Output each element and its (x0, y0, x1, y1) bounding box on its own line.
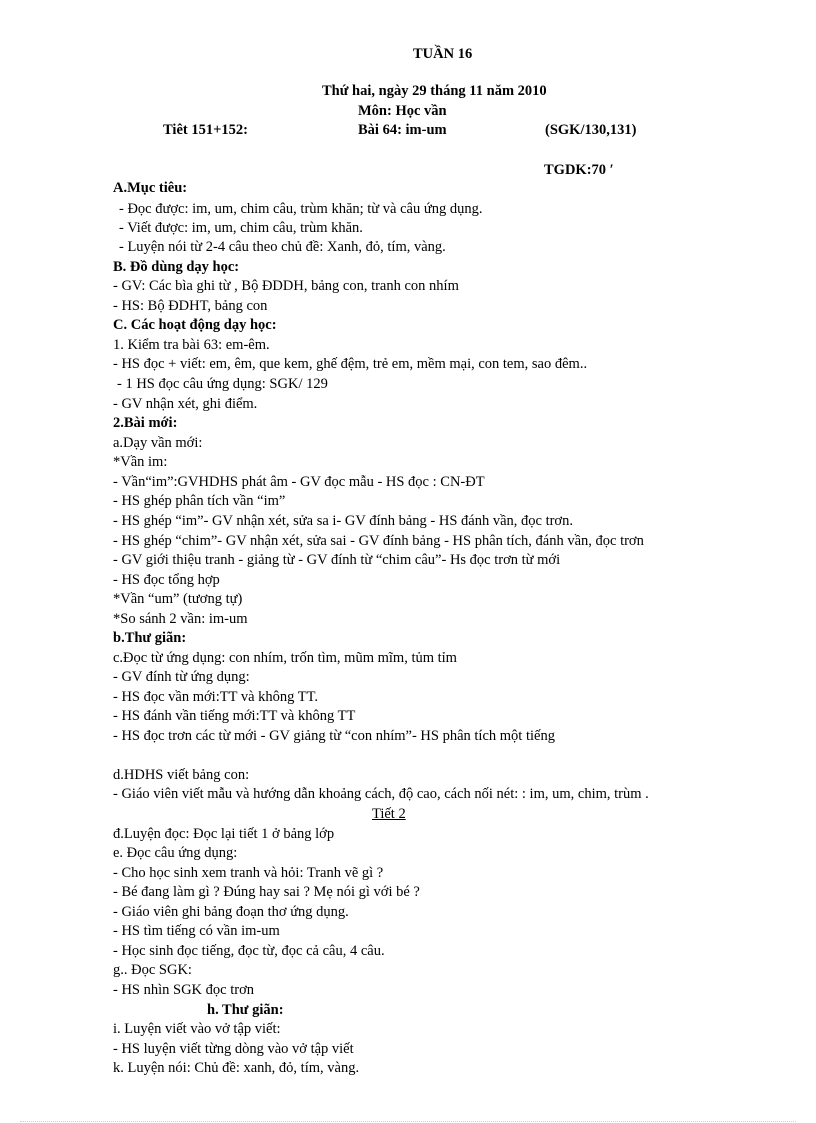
section-heading: A.Mục tiêu: (113, 180, 188, 196)
section-heading: B. Đồ dùng dạy học: (113, 259, 240, 275)
text-line: - Luyện nói từ 2-4 câu theo chủ đề: Xanh, đỏ, tím, vàng. (119, 239, 446, 255)
text-line: - Vần“im”:GVHDHS phát âm - GV đọc mẫu - HS đọc : CN-ĐT (113, 474, 485, 490)
text-line: g.. Đọc SGK: (113, 962, 192, 978)
text-line: - Cho học sinh xem tranh và hỏi: Tranh vẽ gì ? (113, 865, 384, 881)
text-line: a.Dạy vần mới: (113, 435, 203, 451)
text-line: 1. Kiểm tra bài 63: em-êm. (113, 337, 270, 353)
section-heading: h. Thư giãn: (207, 1002, 284, 1018)
text-line: - HS đánh vần tiếng mới:TT và không TT (113, 708, 356, 724)
text-line: *So sánh 2 vần: im-um (113, 611, 248, 627)
text-line: - GV nhận xét, ghi điểm. (113, 396, 258, 412)
text-line: - HS: Bộ ĐDHT, bảng con (113, 298, 268, 314)
text-line: - Giáo viên viết mẫu và hướng dẫn khoảng cách, độ cao, cách nối nét: : im, um, chim, trùm . (113, 786, 649, 802)
lesson-title: Bài 64: im-um (358, 122, 447, 138)
text-line: i. Luyện viết vào vở tập viết: (113, 1021, 281, 1037)
text-line: - HS luyện viết từng dòng vào vở tập viết (113, 1041, 354, 1057)
text-line: - HS đọc vần mới:TT và không TT. (113, 689, 319, 705)
text-line: - Bé đang làm gì ? Đúng hay sai ? Mẹ nói gì với bé ? (113, 884, 420, 900)
text-line: *Vần “um” (tương tự) (113, 591, 243, 607)
text-line: - HS đọc trơn các từ mới - GV giảng từ “con nhím”- HS phân tích một tiếng (113, 728, 555, 744)
date-line: Thứ hai, ngày 29 tháng 11 năm 2010 (322, 83, 547, 99)
period-label: Tiêt 151+152: (163, 122, 248, 138)
week-title: TUẦN 16 (413, 46, 473, 62)
text-line: *Vần im: (113, 454, 168, 470)
text-line: - HS đọc tổng hợp (113, 572, 220, 588)
text-line: k. Luyện nói: Chủ đề: xanh, đỏ, tím, vàng. (113, 1060, 360, 1076)
text-line: - GV giới thiệu tranh - giảng từ - GV đính từ “chim câu”- Hs đọc trơn từ mới (113, 552, 561, 568)
page-bottom-divider (20, 1121, 796, 1122)
text-line: - Đọc được: im, um, chim câu, trùm khăn; từ và câu ứng dụng. (119, 201, 483, 217)
text-line: - 1 HS đọc câu ứng dụng: SGK/ 129 (117, 376, 328, 392)
text-line: - HS đọc + viết: em, êm, que kem, ghế đệm, trẻ em, mềm mại, con tem, sao đêm.. (113, 356, 588, 372)
section-heading: C. Các hoạt động dạy học: (113, 317, 277, 333)
text-line: - HS ghép “im”- GV nhận xét, sửa sa i- GV đính bảng - HS đánh vần, đọc trơn. (113, 513, 573, 529)
text-line: đ.Luyện đọc: Đọc lại tiết 1 ở bảng lớp (113, 826, 335, 842)
text-line: - GV đính từ ứng dụng: (113, 669, 250, 685)
text-line: - HS ghép “chim”- GV nhận xét, sửa sai - GV đính bảng - HS phân tích, đánh vần, đọc trơn (113, 533, 644, 549)
text-line: c.Đọc từ ứng dụng: con nhím, trốn tìm, mũm mĩm, tủm tỉm (113, 650, 457, 666)
text-line: - GV: Các bìa ghi từ , Bộ ĐDDH, bảng con, tranh con nhím (113, 278, 459, 294)
textbook-ref: (SGK/130,131) (545, 122, 637, 138)
subject-line: Môn: Học vần (358, 103, 447, 119)
duration-label: TGDK:70 ′ (544, 162, 614, 178)
text-line: d.HDHS viết bảng con: (113, 767, 250, 783)
period-2-heading: Tiết 2 (372, 806, 406, 822)
text-line: - HS tìm tiếng có vần im-um (113, 923, 280, 939)
text-line: e. Đọc câu ứng dụng: (113, 845, 238, 861)
section-heading: b.Thư giãn: (113, 630, 187, 646)
section-heading: 2.Bài mới: (113, 415, 178, 431)
text-line: - Viết được: im, um, chim câu, trùm khăn. (119, 220, 363, 236)
text-line: - HS ghép phân tích vần “im” (113, 493, 286, 509)
text-line: - Học sinh đọc tiếng, đọc từ, đọc cả câu, 4 câu. (113, 943, 385, 959)
text-line: - Giáo viên ghi bảng đoạn thơ ứng dụng. (113, 904, 349, 920)
text-line: - HS nhìn SGK đọc trơn (113, 982, 254, 998)
